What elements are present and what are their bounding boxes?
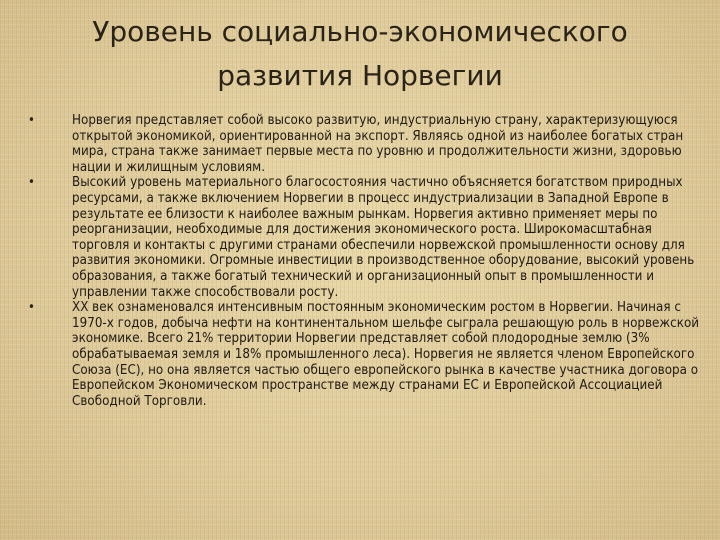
bullet-item <box>28 300 700 409</box>
bullet-text: Высокий уровень материального благосостояния частично объясняется богатством природных ресурсами, а также включением Норвегии в процесс индустриализации в Западной Европе в результате ее близости к наиболее важным рынкам. Норвегия активно применяет меры по реорганизации, необходимые для достижения экономического роста. Широкомасштабная торговля и контакты с другими странами обеспечили норвежской промышленности основу для развития экономики. Огромные инвестиции в производственное оборудование, высокий уровень образования, а также богатый технический и организационный опыт в промышленности и управлении также способствовали росту. <box>72 175 695 300</box>
bullet-dot-icon: • <box>28 300 35 316</box>
slide-title-line-1: Уровень социально-экономического <box>92 15 628 48</box>
slide-title-line-2: развития Норвегии <box>217 59 503 92</box>
bullet-dot-icon: • <box>28 113 35 128</box>
bullet-item <box>28 175 700 300</box>
slide-title <box>40 10 680 98</box>
bullet-item <box>28 113 700 175</box>
bullet-text: XX век ознаменовался интенсивным постоянным экономическим ростом в Норвегии. Начиная с 1970-х годов, добыча нефти на континентальном шельфе сыграла решающую роль в норвежской экономике. Всего 21% территории Норвегии представляет собой плодородные землю (3% обрабатываемая земля и 18% промышленного леса). Норвегия не является членом Европейского Союза (ЕС), но она является частью общего европейского рынка в качестве участника договора о Европейском Экономическом пространстве между странами ЕС и Европейской Ассоциацией Свободной Торговли. <box>72 300 700 409</box>
bullet-list <box>28 113 700 409</box>
bullet-text: Норвегия представляет собой высоко развитую, индустриальную страну, характеризующуюся открытой экономикой, ориентированной на экспорт. Являясь одной из наиболее богатых стран мира, страна также занимает первые места по уровню и продолжительности жизни, здоровью нации и жилищным условиям. <box>72 113 684 175</box>
bullet-dot-icon: • <box>28 175 35 191</box>
